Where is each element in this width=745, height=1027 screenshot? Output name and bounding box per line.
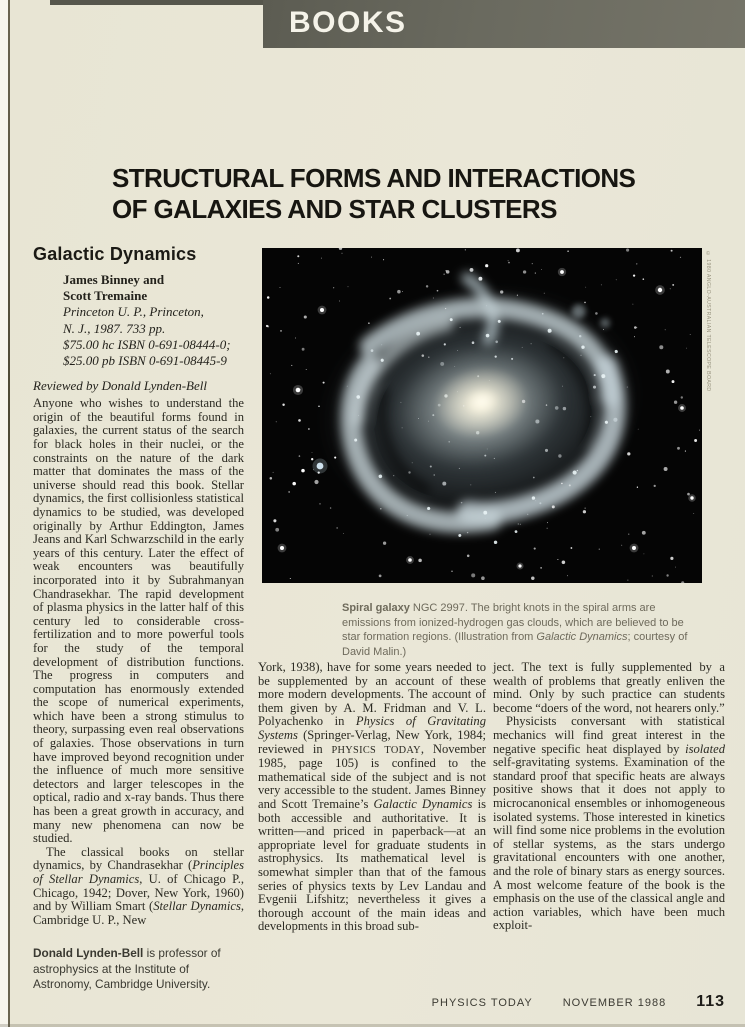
galaxy-photo xyxy=(262,248,702,583)
page-binding-line xyxy=(8,0,10,1027)
column-1 xyxy=(33,244,244,927)
figure-caption: Spiral galaxy NGC 2997. The bright knots in the spiral arms are emissions from ionized-hydrogen gas clouds, which are believed to be star formation regions. (Illustration from Galactic Dynamics; courtesy of David Malin.) xyxy=(342,602,688,658)
column3-paragraph-2: Physicists conversant with statistical mechanics will find great interest in the negative specific heat displayed by isolated self-gravitating systems. Examination of the standard proof that specific heats are always positive shows that it does not apply to microcanonical ensembles or inhomogeneous isolated systems. Those interested in kinetics will find some nice problems in the evolution of stellar systems, as the stars undergo gravitational encounters with one another, and the role of binary stars as energy sources. A most welcome feature of the book is the emphasis on the use of the classical angle and action variables, which have been much exploit- xyxy=(493,714,725,933)
footer-magazine-name: PHYSICS TODAY xyxy=(431,997,533,1009)
column-3 xyxy=(493,661,725,933)
column1-paragraph-2: The classical books on stellar dynamics, by Chandrasekhar (Principles of Stellar Dynamics, U. of Chicago P., Chicago, 1942; Dover, New York, 1960) and by William Smart (Stellar Dynamics, Cambridge U. P., New xyxy=(33,844,244,927)
book-authors: James Binney and Scott Tremaine xyxy=(63,272,165,304)
galaxy-svg xyxy=(262,248,702,583)
page-left-edge xyxy=(0,0,8,1027)
column1-paragraph-1: Anyone who wishes to understand the origin of the beautiful forms found in galaxies, the current status of the search for black holes in their nuclei, or the constraints on the nature of the dark matter that dominates the mass of the universe should read this book. Stellar dynamics, the first collisionless statistical dynamics to be studied, was developed originally by Arthur Eddington, James Jeans and Karl Schwarzschild in the early years of this century. Later the effect of weak encounters was beautifully incorporated into it by Subrahmanyan Chandrasekhar. The rapid development of plasma physics in the latter half of this century led to considerable cross-fertilization and to more powerful tools for the study of the temporal development of distribution functions. The progress in computers and computation has enormously extended the scope of numerical experiments, which have been a strong stimulus to theory, surpassing even real observations of galaxies. Those observations in turn have improved beyond recognition under the influence of much more sensitive detectors and larger telescopes in the optical, radio and x-ray bands. Thus there has been a great growth in accuracy, and many new phenomena can now be studied. xyxy=(33,396,244,846)
article-title xyxy=(112,163,712,225)
article-title-line2: OF GALAXIES AND STAR CLUSTERS xyxy=(112,194,557,224)
column-2 xyxy=(258,661,486,934)
footer-page-number: 113 xyxy=(696,993,725,1010)
books-banner-label: BOOKS xyxy=(289,6,407,39)
column2-paragraph: York, 1938), have for some years needed to be supplemented by an account of these more modern developments. The account of them given by A. M. Fridman and V. L. Polyachenko in Physics of Gravitating Systems (Springer-Verlag, New York, 1984; reviewed in PHYSICS TODAY, November 1985, page 105) is confined to the mathematical side of the subject and is not very accessible to the student. James Binney and Scott Tremaine’s Galactic Dynamics is both accessible and authoritative. It is written—and priced in paperback—at an appropriate level for graduate students in astrophysics. Its mathematical level is somewhat simpler than that of the famous series of physics texts by Lev Landau and Evgenii Lifshitz; nevertheless it gives a thorough account of the main ideas and developments in this broad sub- xyxy=(258,660,486,934)
footer-issue-date: NOVEMBER 1988 xyxy=(562,997,667,1009)
book-publication: Princeton U. P., Princeton, N. J., 1987. 733 pp. $75.00 hc ISBN 0-691-08444-0; $25.00 pb ISBN 0-691-08445-9 xyxy=(63,304,231,369)
article-title-line1: STRUCTURAL FORMS AND INTERACTIONS xyxy=(112,163,636,193)
photo-credit-vertical: © 1980 ANGLO-AUSTRALIAN TELESCOPE BOARD xyxy=(705,251,711,392)
top-edge-strip xyxy=(50,0,263,5)
column3-paragraph-1: ject. The text is fully supplemented by a wealth of problems that greatly enliven the mind. Only by such practice can students become “doers of the word, not hearers only.” xyxy=(493,660,725,715)
reviewer-byline: Reviewed by Donald Lynden-Bell xyxy=(33,378,207,394)
books-section-banner xyxy=(263,0,745,48)
reviewer-footnote: Donald Lynden-Bell is professor of astrophysics at the Institute of Astronomy, Cambridge University. xyxy=(33,946,221,991)
page-footer xyxy=(432,993,725,1011)
book-meta xyxy=(63,272,244,369)
book-title: Galactic Dynamics xyxy=(33,244,197,264)
